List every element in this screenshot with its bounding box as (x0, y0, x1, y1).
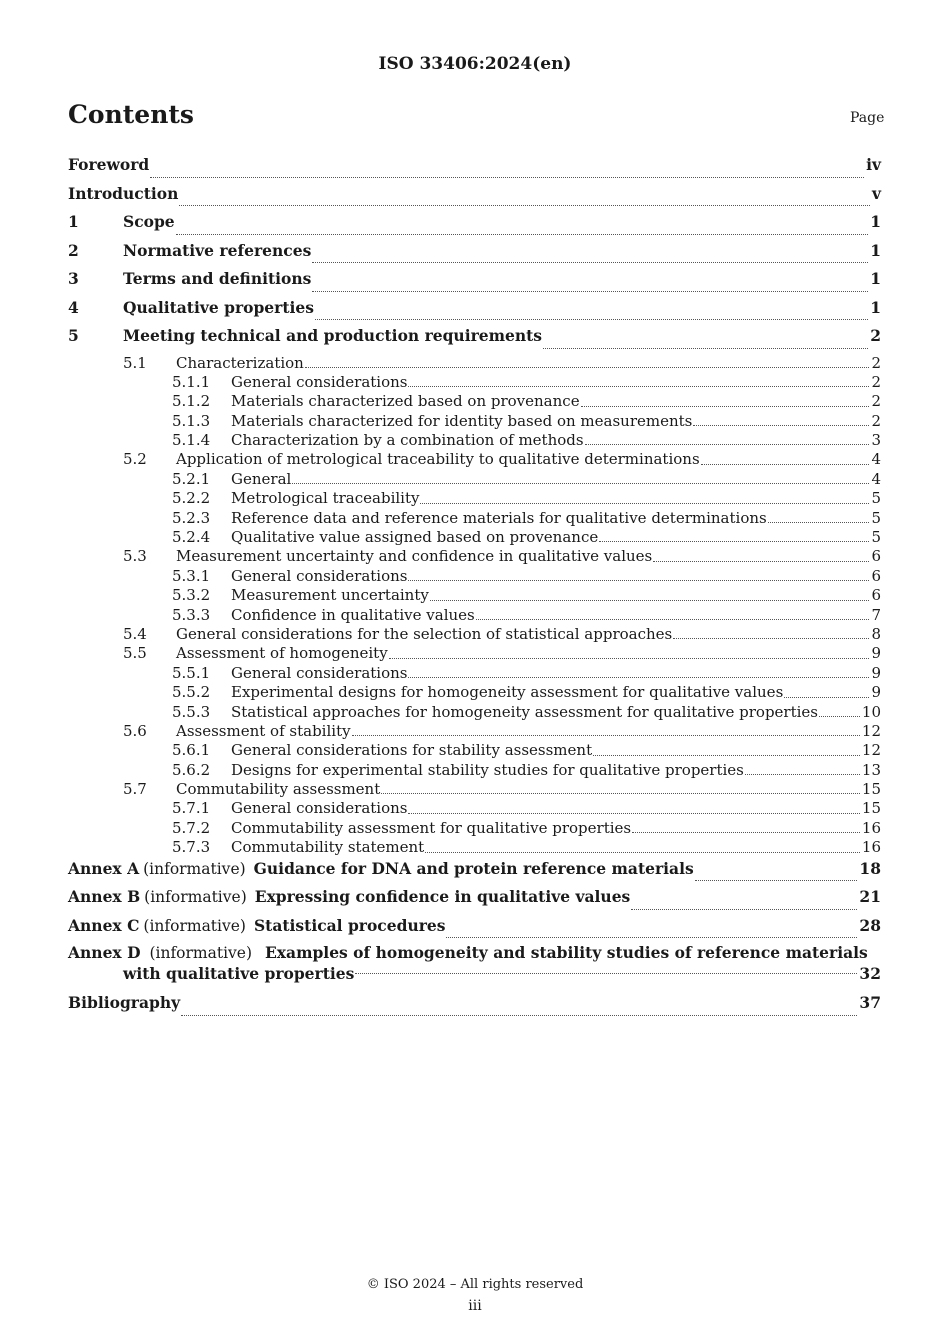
page-number: 10 (861, 702, 881, 721)
annex-informative: (informative) (143, 916, 246, 935)
leader-dots (305, 366, 870, 368)
leader-dots (315, 318, 868, 320)
section-title: General considerations (231, 566, 408, 585)
section-title: Measurement uncertainty (231, 586, 429, 605)
section-title: Scope (123, 212, 175, 231)
section-title: Experimental designs for homogeneity assessment for qualitative values (231, 683, 784, 702)
section-title: Foreword (68, 155, 150, 174)
leader-dots (745, 773, 860, 775)
section-number: 5.3.1 (172, 566, 211, 585)
page-number-footer: iii (468, 1298, 482, 1314)
toc-entry[interactable] (68, 528, 881, 547)
page-title: Contents (68, 100, 195, 129)
section-title: Confidence in qualitative values (231, 605, 475, 624)
page-number: 7 (871, 605, 881, 624)
section-number: 2 (68, 240, 79, 260)
section-title: General considerations (231, 372, 408, 391)
section-title: Materials characterized for identity based on measurements (231, 411, 693, 430)
section-title: Reference data and reference materials for qualitative determinations (231, 508, 767, 527)
page-number: 1 (870, 297, 881, 317)
section-title: Qualitative properties (123, 297, 314, 317)
section-title: Commutability statement (231, 838, 425, 857)
annex-label: Annex C (68, 915, 140, 935)
leader-dots (784, 696, 869, 698)
leader-dots (693, 424, 869, 426)
section-title: Characterization (176, 353, 304, 372)
leader-dots (632, 831, 860, 833)
page-number: 9 (871, 683, 881, 702)
toc-entry[interactable] (68, 240, 881, 269)
toc-entry[interactable] (68, 722, 881, 741)
toc-entry[interactable] (68, 547, 881, 566)
page-number: 4 (871, 469, 881, 488)
leader-dots (352, 734, 860, 736)
toc-entry[interactable] (68, 268, 881, 297)
section-number: 5.7.2 (172, 818, 211, 837)
section-title: Materials characterized based on provenance (231, 392, 580, 411)
toc-entry[interactable] (68, 567, 881, 586)
leader-dots (701, 463, 870, 465)
leader-dots (408, 579, 869, 581)
page-number: 1 (870, 240, 881, 260)
section-title: Assessment of homogeneity (176, 644, 388, 663)
section-title: Introduction (68, 183, 179, 203)
page-number: 5 (871, 489, 881, 508)
page-number: 37 (859, 993, 881, 1013)
page-number: 2 (871, 372, 881, 391)
section-title: Qualitative value assigned based on provenance (231, 528, 599, 547)
section-number: 5.3.2 (172, 586, 211, 605)
toc-entry[interactable] (68, 664, 881, 683)
page-number: 6 (871, 586, 881, 605)
section-number: 5.3 (123, 547, 147, 566)
section-title: Commutability assessment (176, 780, 381, 799)
page-number: 6 (871, 566, 881, 585)
annex-b-entry[interactable] (68, 886, 881, 915)
toc-entry[interactable] (68, 838, 881, 857)
toc-entry[interactable] (68, 211, 881, 240)
leader-dots (389, 657, 870, 659)
section-number: 5.7.1 (172, 799, 211, 818)
section-number: 4 (68, 297, 79, 317)
annex-d-line1 (68, 943, 881, 964)
leader-dots (408, 385, 869, 387)
page-column-label: Page (850, 110, 885, 126)
section-number: 5.1.1 (172, 372, 211, 391)
section-number: 5 (68, 326, 79, 345)
annex-label: Annex D (68, 943, 141, 963)
section-title: Designs for experimental stability studies for qualitative properties (231, 760, 744, 779)
annex-title: Expressing confidence in qualitative values (254, 887, 631, 907)
section-number: 3 (68, 269, 79, 288)
section-title: Characterization by a combination of methods (231, 431, 584, 450)
section-title: Metrological traceability (231, 489, 420, 508)
section-title: Normative references (123, 240, 312, 260)
toc-entry[interactable] (68, 780, 881, 799)
leader-dots (768, 521, 870, 523)
leader-dots (179, 204, 870, 206)
toc-entry[interactable] (68, 586, 881, 605)
section-number: 5.6.1 (172, 741, 211, 760)
annex-informative: (informative) (144, 888, 247, 907)
leader-dots (176, 233, 869, 235)
toc-entry[interactable] (68, 761, 881, 780)
section-title: Measurement uncertainty and confidence in qualitative values (176, 547, 653, 566)
section-title: General considerations (231, 799, 408, 818)
toc-entry[interactable] (68, 606, 881, 625)
toc-entry[interactable] (68, 625, 881, 644)
leader-dots (593, 754, 860, 756)
annex-title: Statistical procedures (253, 915, 446, 935)
section-number: 5.1.3 (172, 411, 211, 430)
document-id-header: ISO 33406:2024(en) (378, 54, 572, 74)
leader-dots (381, 792, 860, 794)
page-number: 2 (871, 353, 881, 372)
copyright-footer: © ISO 2024 – All rights reserved (366, 1277, 584, 1292)
leader-dots (581, 405, 870, 407)
section-number: 5.4 (123, 624, 147, 643)
leader-dots (181, 1014, 857, 1016)
section-title: Assessment of stability (176, 721, 351, 740)
page-number: 5 (871, 508, 881, 527)
section-title: General considerations (231, 663, 408, 682)
leader-dots (420, 502, 869, 504)
section-title: General considerations for stability assessment (231, 741, 593, 760)
section-number: 5.2.3 (172, 508, 211, 527)
toc-entry[interactable] (68, 431, 881, 450)
table-of-contents (68, 154, 881, 1021)
toc-entry[interactable] (68, 297, 881, 326)
toc-entry[interactable] (68, 703, 881, 722)
toc-entry[interactable] (68, 509, 881, 528)
leader-dots (599, 540, 869, 542)
page-number: 2 (871, 392, 881, 411)
annex-label: Annex B (68, 887, 141, 907)
section-number: 5.7.3 (172, 838, 211, 857)
section-title: Terms and definitions (123, 269, 312, 288)
toc-entry[interactable] (68, 470, 881, 489)
leader-dots (673, 637, 869, 639)
page-number: 15 (861, 799, 881, 818)
leader-dots (476, 618, 870, 620)
section-number: 5.2.4 (172, 528, 211, 547)
section-number: 5.1 (123, 353, 147, 372)
leader-dots (292, 482, 869, 484)
page-number: 18 (859, 858, 881, 878)
toc-entry[interactable] (68, 354, 881, 373)
bibliography-title: Bibliography (68, 993, 181, 1013)
leader-dots (430, 599, 870, 601)
section-number: 5.5.2 (172, 683, 211, 702)
page-number: 4 (871, 450, 881, 469)
leader-dots (408, 676, 869, 678)
annex-d-line2 (68, 964, 881, 984)
leader-dots (631, 908, 857, 910)
section-title: General considerations for the selection of statistical approaches (176, 624, 673, 643)
toc-entry[interactable] (68, 799, 881, 818)
section-number: 5.6.2 (172, 760, 211, 779)
section-number: 5.7 (123, 780, 147, 799)
leader-dots (585, 443, 870, 445)
annex-title: Guidance for DNA and protein reference materials (253, 858, 694, 878)
page-number: 15 (861, 780, 881, 799)
section-number: 5.2.2 (172, 489, 211, 508)
page-number: 12 (861, 741, 881, 760)
section-number: 5.2.1 (172, 469, 211, 488)
toc-entries (68, 154, 881, 858)
page-number: 16 (861, 838, 881, 857)
page-number: iv (866, 155, 881, 174)
annex-c-entry[interactable] (68, 915, 881, 944)
section-number: 1 (68, 212, 79, 231)
page-number: 13 (861, 760, 881, 779)
leader-dots (150, 176, 864, 178)
section-number: 5.1.4 (172, 431, 211, 450)
page-number: 21 (859, 887, 881, 907)
leader-dots (408, 812, 859, 814)
page-number: 8 (871, 624, 881, 643)
annex-title-line2: with qualitative properties (123, 963, 355, 983)
toc-entry[interactable] (68, 644, 881, 663)
page-number: 28 (859, 915, 881, 935)
page-number: 9 (871, 663, 881, 682)
section-title: Meeting technical and production requirements (123, 326, 543, 345)
annex-a-entry[interactable] (68, 858, 881, 887)
leader-dots (312, 290, 868, 292)
page-number: 9 (871, 644, 881, 663)
section-number: 5.1.2 (172, 392, 211, 411)
toc-entry[interactable] (68, 325, 881, 354)
page-number: 1 (870, 212, 881, 231)
page-number: 16 (861, 818, 881, 837)
section-title: Statistical approaches for homogeneity assessment for qualitative properties (231, 702, 819, 721)
page-number: v (871, 183, 881, 203)
page-number: 2 (871, 411, 881, 430)
annex-label: Annex A (68, 858, 140, 878)
section-number: 5.3.3 (172, 605, 211, 624)
leader-dots (653, 560, 869, 562)
page-number: 1 (870, 269, 881, 288)
annex-d-entry[interactable] (68, 943, 881, 992)
leader-dots (695, 879, 858, 881)
leader-dots (312, 261, 868, 263)
toc-entry[interactable] (68, 489, 881, 508)
section-title: Application of metrological traceability to qualitative determinations (176, 450, 700, 469)
leader-dots (543, 347, 868, 349)
leader-dots (819, 715, 860, 717)
toc-entry[interactable] (68, 819, 881, 838)
toc-entry[interactable] (68, 373, 881, 392)
leader-dots (425, 851, 860, 853)
page-number: 2 (870, 326, 881, 345)
annex-informative: (informative) (143, 859, 246, 878)
toc-entry[interactable] (68, 154, 881, 183)
section-number: 5.5.1 (172, 663, 211, 682)
bibliography-entry[interactable] (68, 992, 881, 1021)
section-title: Commutability assessment for qualitative properties (231, 818, 632, 837)
page-number: 3 (871, 431, 881, 450)
page-number: 6 (871, 547, 881, 566)
annex-title-line1: Examples of homogeneity and stability studies of reference materials (264, 943, 868, 963)
toc-entry[interactable] (68, 741, 881, 760)
toc-entry[interactable] (68, 683, 881, 702)
toc-entry[interactable] (68, 412, 881, 431)
annex-informative: (informative) (149, 944, 253, 963)
section-number: 5.2 (123, 450, 147, 469)
leader-dots (355, 972, 857, 974)
section-number: 5.5.3 (172, 702, 211, 721)
section-title: General (231, 469, 292, 488)
page-number: 5 (871, 528, 881, 547)
leader-dots (446, 936, 857, 938)
section-number: 5.6 (123, 721, 147, 740)
section-number: 5.5 (123, 644, 147, 663)
page-number: 12 (861, 721, 881, 740)
page-number: 32 (859, 963, 881, 983)
toc-entry[interactable] (68, 392, 881, 411)
toc-entry[interactable] (68, 183, 881, 212)
toc-entry[interactable] (68, 450, 881, 469)
